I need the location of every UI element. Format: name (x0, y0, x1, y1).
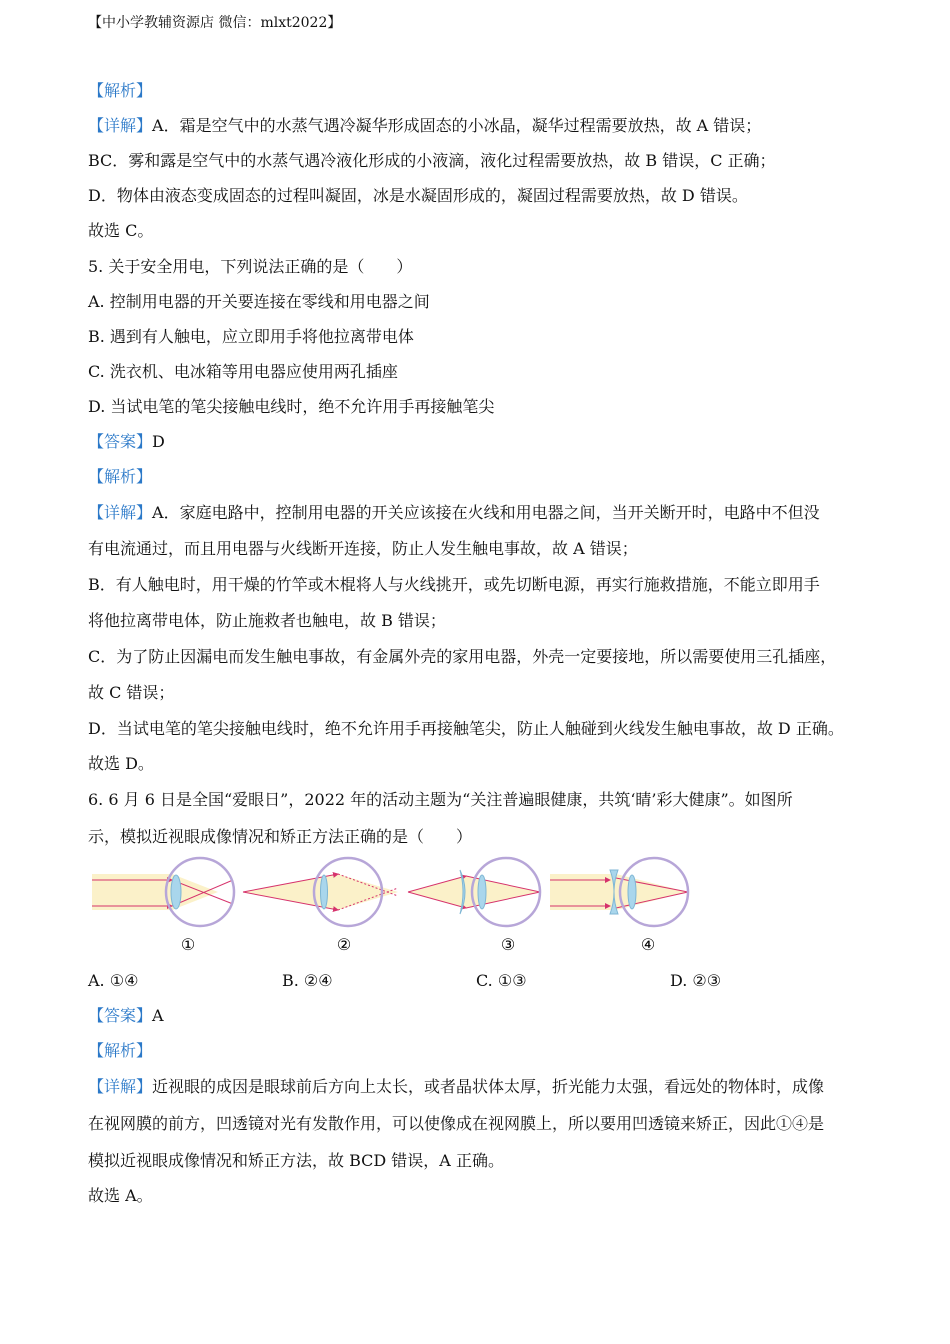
q5-detail-line: 将他拉离带电体，防止施救者也触电，故 B 错误； (88, 611, 446, 630)
eye-diagram-3 (408, 858, 540, 926)
tag-analysis: 【解析】 (88, 81, 153, 100)
q5-detail-line: 【详解】A．家庭电路中，控制用电器的开关应该接在火线和用电器之间，当开关断开时，电路中不但没 (88, 503, 820, 522)
figure-label-1: ① (180, 935, 196, 954)
q5-option-a: A. 控制用电器的开关要连接在零线和用电器之间 (88, 292, 430, 311)
q4-choose: 故选 C。 (88, 221, 154, 240)
eye-diagram-2 (243, 858, 398, 926)
q6-choose: 故选 A。 (88, 1186, 153, 1205)
q4-detail-bc: BC．雾和露是空气中的水蒸气遇冷液化形成的小液滴，液化过程需要放热，故 B 错误，C 正确； (88, 151, 776, 170)
q5-tag-analysis: 【解析】 (88, 467, 153, 486)
eye-diagram-figure (88, 852, 708, 962)
eye-diagram-4 (550, 858, 688, 926)
q5-option-b: B. 遇到有人触电，应立即用手将他拉离带电体 (88, 327, 414, 346)
q6-stem-line1: 6. 6 月 6 日是全国“爱眼日”，2022 年的活动主题为“关注普遍眼健康，共筑‘睛’彩大健康”。如图所 (88, 790, 793, 809)
q5-option-c: C. 洗衣机、电冰箱等用电器应使用两孔插座 (88, 362, 398, 381)
eye-diagram-1 (92, 858, 234, 926)
q6-detail-line: 【详解】近视眼的成因是眼球前后方向上太长，或者晶状体太厚，折光能力太强，看远处的物体时，成像 (88, 1077, 825, 1096)
q6-option-c: C. ①③ (476, 971, 527, 990)
q5-detail-line: B．有人触电时，用干燥的竹竿或木棍将人与火线挑开，或先切断电源，再实行施救措施，不能立即用手 (88, 575, 820, 594)
figure-label-2: ② (336, 935, 352, 954)
q5-detail-line: D．当试电笔的笔尖接触电线时，绝不允许用手再接触笔尖，防止人触碰到火线发生触电事故，故 D 正确。 (88, 719, 844, 738)
figure-label-4: ④ (640, 935, 656, 954)
q5-detail-line: 故 C 错误； (88, 683, 175, 702)
page-header: 【中小学教辅资源店 微信：mlxt2022】 (88, 15, 342, 31)
q6-stem-line2: 示，模拟近视眼成像情况和矫正方法正确的是（ ） (88, 827, 473, 846)
q5-option-d: D. 当试电笔的笔尖接触电线时，绝不允许用手再接触笔尖 (88, 397, 495, 416)
q4-detail-d: D．物体由液态变成固态的过程叫凝固，冰是水凝固形成的，凝固过程需要放热，故 D 错误。 (88, 186, 748, 205)
q5-answer: 【答案】D (88, 432, 165, 451)
q4-detail-a: 【详解】A．霜是空气中的水蒸气遇冷凝华形成固态的小冰晶，凝华过程需要放热，故 A 错误； (88, 116, 762, 135)
q6-option-d: D. ②③ (670, 971, 722, 990)
q5-detail-line: C．为了防止因漏电而发生触电事故，有金属外壳的家用电器，外壳一定要接地，所以需要使用三孔插座， (88, 647, 837, 666)
q6-tag-analysis: 【解析】 (88, 1041, 153, 1060)
tag-detail: 【详解】 (88, 116, 153, 135)
q6-detail-line: 在视网膜的前方，凹透镜对光有发散作用，可以使像成在视网膜上，所以要用凹透镜来矫正，因此①④是 (88, 1114, 825, 1133)
q6-option-b: B. ②④ (282, 971, 333, 990)
q6-detail-line: 模拟近视眼成像情况和矫正方法，故 BCD 错误，A 正确。 (88, 1151, 504, 1170)
q6-option-a: A. ①④ (88, 971, 139, 990)
q6-answer: 【答案】A (88, 1006, 164, 1025)
q5-choose: 故选 D。 (88, 754, 154, 773)
q5-stem: 5. 关于安全用电，下列说法正确的是（ ） (88, 257, 413, 276)
q5-detail-line: 有电流通过，而且用电器与火线断开连接，防止人发生触电事故，故 A 错误； (88, 539, 638, 558)
figure-label-3: ③ (500, 935, 516, 954)
